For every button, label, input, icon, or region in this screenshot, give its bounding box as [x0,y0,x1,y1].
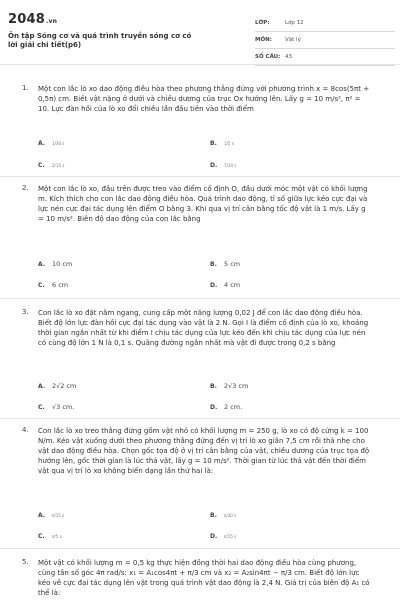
option-b[interactable] [210,140,234,147]
option-value: 2/15 s [52,163,65,168]
meta-value: Lớp 12 [285,20,304,26]
option-a[interactable] [38,512,64,519]
option-value: π/15 s [52,513,65,518]
option-c[interactable] [38,533,62,540]
option-value: 1/30 s [52,141,65,146]
question-text: Con lắc lò xo đặt nằm ngang, cung cấp một năng lượng 0,02 J để con lắc dao động điều hòa. Biết độ lớn lực đàn hồi cực đại tác dụng vào vật là 2 N. Gọi I là điểm cố định của lò xo, khoảng thời gian ngắn nhất từ khi điểm I chịu tác dụng của lực kéo đến khi chịu tác dụng của lực nén có cùng độ lớn 1 N là 0,1 s. Quãng đường ngắn nhất mà vật đi được trong 0,2 s bằng [38,309,369,347]
option-label: B. [210,140,217,147]
option-value: 1/5 s [224,141,234,146]
option-label: B. [210,260,217,268]
meta-value: Vật lý [285,37,301,43]
option-value: 2√3 cm [224,382,249,390]
option-value: 10 cm [52,260,73,268]
option-value: π/15 s [224,534,237,539]
option-a[interactable] [38,140,64,147]
option-label: D. [210,281,218,289]
logo-main: 2048 [8,12,45,27]
option-label: A. [38,140,46,147]
question-divider [0,548,400,549]
question-text: Một vật có khối lượng m = 0,5 kg thực hiện đồng thời hai dao động điều hòa cùng phương, cùng tần số góc 4π rad/s: x₁ = A₁cos4πt + π/3 cm và x₂ = A₂sin4πt − π/3 cm. Biết độ lớn lực kéo về cực đại tác dụng lên vật trong quá trình vật dao động là 2,4 N. Giá trị của biên độ A₁ có thể là: [38,559,370,597]
option-b[interactable] [210,382,248,390]
option-value: 5 cm [224,260,241,268]
question-text: Con lắc lò xo treo thẳng đứng gồm vật nhỏ có khối lượng m = 250 g, lò xo có độ cứng k = 100 N/m. Kéo vật xuống dưới theo phương thẳng đứng đến vị trí lò xo giãn 7,5 cm rồi thả nhẹ cho vật dao động điều hòa. Chọn gốc tọa độ ở vị trí cân bằng của vật, chiều dương của trục tọa độ hướng lên, gốc thời gian là lúc thả vật, lấy g = 10 m/s². Thời gian từ lúc thả vật đến thời điểm vật qua vị trí lò xo không biến dạng lần thứ hai là: [38,427,370,475]
option-label: C. [38,533,45,540]
question-divider [0,418,400,419]
option-value: π/30 s [224,513,237,518]
option-label: D. [210,162,218,169]
meta-key: MÔN: [255,37,272,43]
option-label: C. [38,281,45,289]
document-meta [255,15,395,66]
option-value: 6 cm [52,281,69,289]
option-label: C. [38,162,45,169]
page-header [0,0,400,62]
option-label: C. [38,403,45,411]
option-d[interactable] [210,403,242,411]
question-number: 5. [22,558,29,566]
meta-key: LỚP: [255,20,270,26]
question-text: Một con lắc lò xo dao động điều hòa theo phương thẳng đứng với phương trình x = 8cos(5πt + 0,5π) cm. Biết vật nặng ở dưới và chiều dương của trục Ox hướng lên. Lấy g = 10 m/s², π² = 10. Lực đàn hồi của lò xo đổi chiều lần đầu tiên vào thời điểm [38,85,370,113]
option-label: D. [210,533,218,540]
option-d[interactable] [210,162,236,169]
meta-row-class [255,15,395,32]
option-value: 2√2 cm [52,382,77,390]
question-number: 4. [22,426,29,434]
question-divider [0,298,400,299]
option-a[interactable] [38,260,72,268]
option-c[interactable] [38,403,74,411]
option-c[interactable] [38,162,64,169]
option-label: A. [38,382,46,390]
logo-sub: .vn [45,18,58,25]
option-b[interactable] [210,512,236,519]
option-value: 7/30 s [224,163,237,168]
meta-value: 43 [285,54,292,60]
option-b[interactable] [210,260,240,268]
option-a[interactable] [38,382,76,390]
option-value: √3 cm. [52,403,75,411]
question-number: 3. [22,308,29,316]
header-divider [0,64,400,65]
option-value: 4 cm [224,281,241,289]
site-logo[interactable] [8,12,57,27]
option-d[interactable] [210,533,236,540]
option-c[interactable] [38,281,68,289]
option-value: π/5 s [52,534,62,539]
option-label: B. [210,382,217,390]
question-divider [0,176,400,177]
document-title: Ôn tập Sóng cơ và quá trình truyền sóng cơ có lời giải chi tiết(p6) [8,32,192,49]
question-number: 1. [22,84,29,92]
option-value: 2 cm. [224,403,243,411]
option-d[interactable] [210,281,240,289]
question-text: Một con lắc lò xo, đầu trên được treo vào điểm cố định O, đầu dưới móc một vật có khối lượng m. Kích thích cho con lắc dao động điều hòa. Quá trình dao động, tỉ số giữa lực kéo cực đại và lực nén cực đại tác dụng lên điểm O bằng 3. Khi qua vị trí cân bằng tốc độ vật là 1 m/s. Lấy g = 10 m/s². Biên độ dao động của con lắc bằng [38,185,368,223]
option-label: A. [38,260,46,268]
option-label: A. [38,512,46,519]
meta-key: SỐ CÂU: [255,54,281,60]
meta-row-subject [255,32,395,49]
option-label: D. [210,403,218,411]
option-label: B. [210,512,217,519]
question-number: 2. [22,184,29,192]
